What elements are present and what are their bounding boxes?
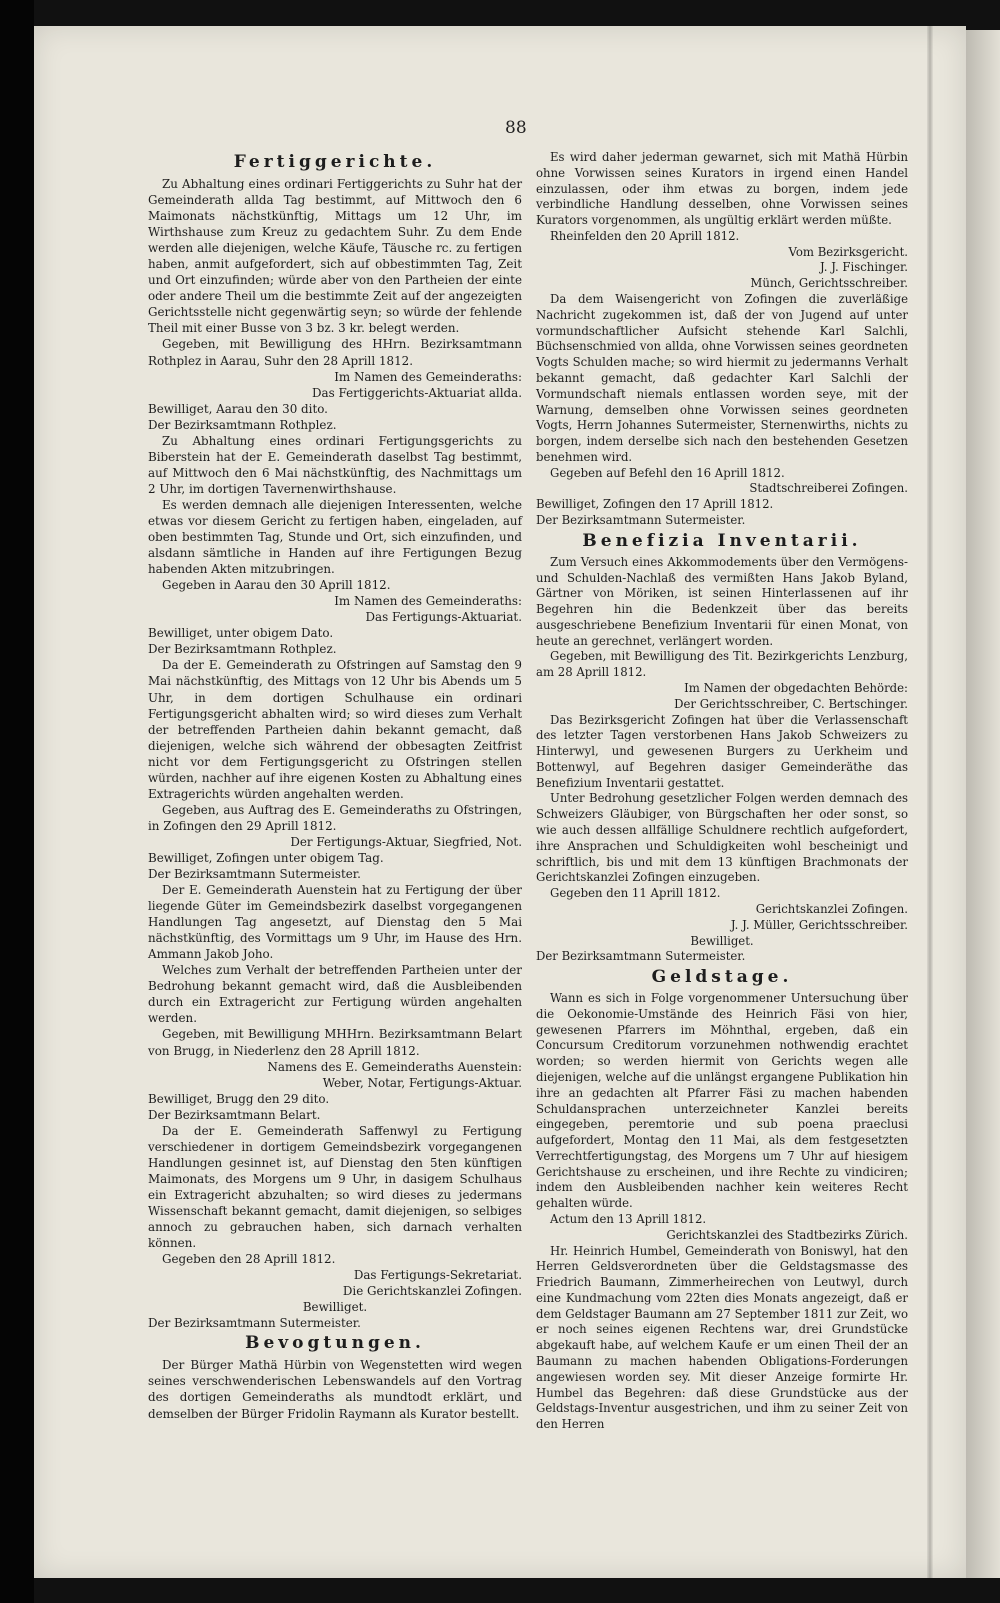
signature-line: Das Fertigungs-Aktuariat. [365,610,522,625]
notice-paragraph: Wann es sich in Folge vorgenommener Untersuchung über die Oekonomie-Umstände des Heinrich Fäsi von hier, gewesenen Pfarrers im Möhnthal, ergeben, daß ein Concursum Creditorum vorzunehmen nothwendig erachtet worden; so werden hiermit von Gerichts wegen alle diejenigen, welche auf die unlängst ergangene Publikation hin ihre an gedachten alt Pfarrer Fäsi zu machen habenden Schuldansprachen unterzeichneter Kanzlei bereits eingegeben, peremtorie und sub poena praeclusi aufgefordert, Montag den 11 Mai, als dem festgesetzten Verrechtfertigungstag, des Morgens um 7 Uhr auf hiesigem Gerichtshause zu erscheinen, und ihre Rechte zu vindiciren; indem den Ausbleibenden nachher kein weiteres Recht gehalten würde. [536,991,908,1211]
notice-paragraph: Es wird daher jederman gewarnet, sich mit Mathä Hürbin ohne Vorwissen seines Kurators in irgend einen Handel einzulassen, oder ihm etwas zu borgen, indem jede verbindliche Handlung desselben, ohne Vorwissen seines Kurators vorgenommen, als ungültig erklärt werden müßte. [536,150,908,228]
approval-line: Der Bezirksamtmann Sutermeister. [536,512,746,527]
notice-paragraph: Gegeben in Aarau den 30 Aprill 1812. [162,578,391,593]
approval-line: Bewilliget, Zofingen unter obigem Tag. [148,850,384,865]
signature-line: J. J. Müller, Gerichtsschreiber. [730,917,908,932]
approval-line: Bewilliget, Brugg den 29 dito. [148,1091,330,1106]
signature-line: Das Fertiggerichts-Aktuariat allda. [312,385,522,400]
signature-line: Vom Bezirksgericht. [788,244,908,259]
notice-paragraph: Gegeben den 28 Aprill 1812. [162,1252,336,1267]
signature-line: Das Fertigungs-Sekretariat. [353,1268,522,1283]
signature-line: Weber, Notar, Fertigungs-Aktuar. [322,1075,522,1090]
signature-line: Gerichtskanzlei Zofingen. [755,901,908,916]
approval-line: Bewilliget. [302,1300,368,1315]
notice-paragraph: Hr. Heinrich Humbel, Gemeinderath von Boniswyl, hat den Herren Geldsverordneten über die Geldstagsmasse des Friedrich Baumann, Zimmerheirechen von Leutwyl, durch eine Kundmachung vom 22ten dies Monats angezeigt, daß er dem Geldstager Baumann am 27 September 1811 zur Zeit, wo er noch seines eigenen Rechtens war, drei Grundstücke abgekauft habe, auf welchem Kaufe er um einen Theil der an Baumann zu machen habenden Obligations-Forderungen angewiesen worden sey. Mit dieser Anzeige formirte Hr. Humbel das Begehren: daß diese Grundstücke aus der Geldstags-Inventur ausgestrichen, und ihm zu seiner Zeit von den Herren [536,1243,908,1432]
section-heading: Benefizia Inventarii. [582,530,862,551]
notice-paragraph: Da der E. Gemeinderath Saffenwyl zu Fertigung verschiedener in dortigem Gemeindsbezirk vorgegangenen Handlungen gesinnet ist, auf Dienstag den 5ten künftigen Maimonats, des Morgens um 9 Uhr, in dasigem Schulhaus ein Extragericht abzuhalten; so wird dieses zu jedermans Wissenschaft bekannt gemacht, damit diejenigen, so selbiges annoch zu gebrauchen haben, sich darnach verhalten können. [148,1123,522,1251]
section-heading: Bevogtungen. [245,1333,425,1354]
notice-paragraph: Zu Abhaltung eines ordinari Fertiggerichts zu Suhr hat der Gemeinderath allda Tag bestimmt, auf Mittwoch den 6 Maimonats nächstkünftig, Mittags um 12 Uhr, im Wirthshause zum Kreuz zu gedachtem Suhr. Zu dem Ende werden alle diejenigen, welche Käufe, Täusche rc. zu fertigen haben, anmit aufgefordert, sich auf obbestimmten Tag, Zeit und Ort einzufinden; würde aber von den Partheien der einte oder andere Theil um die bestimmte Zeit auf der angezeigten Gerichtsstelle nicht gegenwärtig seyn; so würde der fehlende Theil mit einer Busse von 3 bz. 3 kr. belegt werden. [148,177,522,336]
approval-line: Der Bezirksamtmann Belart. [148,1107,321,1122]
next-page-edge [966,30,1000,1578]
signature-line: Gerichtskanzlei des Stadtbezirks Zürich. [666,1227,908,1242]
notice-paragraph: Zu Abhaltung eines ordinari Fertigungsgerichts zu Biberstein hat der E. Gemeinderath daselbst Tag bestimmt, auf Mittwoch den 6 Mai nächstkünftig, des Nachmittags um 2 Uhr, im dortigen Tavernenwirthshause. [148,433,522,496]
right-column [536,150,908,1433]
notice-paragraph: Gegeben den 11 Aprill 1812. [550,886,721,901]
approval-line: Bewilliget, unter obigem Dato. [148,626,334,641]
approval-line: Der Bezirksamtmann Rothplez. [148,417,337,432]
notice-paragraph: Der E. Gemeinderath Auenstein hat zu Fertigung der über liegende Güter im Gemeindsbezirk daselbst vorgegangenen Handlungen Tag angesetzt, auf Dienstag den 5 Mai nächstkünftig, des Vormittags um 9 Uhr, im Hause des Hrn. Ammann Jakob Joho. [148,883,522,962]
notice-paragraph: Gegeben, mit Bewilligung des HHrn. Bezirksamtmann Rothplez in Aarau, Suhr den 28 Aprill 1812. [148,337,522,368]
notice-paragraph: Rheinfelden den 20 Aprill 1812. [550,228,740,243]
signature-line: J. J. Fischinger. [819,260,908,275]
approval-line: Bewilliget, Zofingen den 17 Aprill 1812. [536,497,774,512]
approval-line: Bewilliget. [690,933,754,948]
notice-paragraph: Das Bezirksgericht Zofingen hat über die Verlassenschaft des letzter Tagen verstorbenen Hans Jakob Schweizers zu Hinterwyl, und gewesenen Burgers zu Uerkheim und Bottenwyl, auf Begehren dasiger Gemeinderäthe das Benefizium Inventarii gestattet. [536,712,908,790]
notice-paragraph: Actum den 13 Aprill 1812. [550,1212,707,1226]
notice-paragraph: Da dem Waisengericht von Zofingen die zuverläßige Nachricht zugekommen ist, daß der von Jugend auf unter vormundschaftlicher Aufsicht stehende Karl Salchli, Büchsenschmied von allda, ohne Vorwissen seines geordneten Vogts Schulden mache; so wird hiermit zu jedermanns Verhalt bekannt gemacht, daß gedachter Karl Salchli der Vormundschaft niemals entlassen worden seye, mit der Warnung, demselben ohne Vorwissen seines geordneten Vogts, Herrn Johannes Sutermeister, Sternenwirths, nichts zu borgen, indem derselbe sich nach den bestehenden Gesetzen benehmen wird. [536,292,908,464]
approval-line: Bewilliget, Aarau den 30 dito. [148,401,328,416]
approval-line: Der Bezirksamtmann Sutermeister. [148,867,361,882]
notice-paragraph: Es werden demnach alle diejenigen Interessenten, welche etwas vor diesem Gericht zu fertigen haben, eingeladen, auf oben bestimmten Tag, Stunde und Ort, sich einzufinden, und alsdann sämtliche in Handen auf ihre Fertigungen Bezug habenden Akten mitzubringen. [148,497,522,577]
notice-paragraph: Gegeben, mit Bewilligung MHHrn. Bezirksamtmann Belart von Brugg, in Niederlenz den 28 Aprill 1812. [148,1027,522,1058]
signature-line: Die Gerichtskanzlei Zofingen. [342,1284,522,1299]
notice-paragraph: Zum Versuch eines Akkommodements über den Vermögens- und Schulden-Nachlaß des vermißten Hans Jakob Byland, Gärtner von Möriken, ist seinen Hinterlassenen auf ihr Begehren hin die Bedenkzeit über das bereits ausgeschriebene Benefizium Inventarii für einen Monat, von heute an gerechnet, verlängert worden. [536,554,908,648]
approval-line: Der Bezirksamtmann Sutermeister. [148,1316,361,1331]
section-heading: Fertiggerichte. [233,152,437,172]
section-heading: Geldstage. [651,967,793,988]
notice-paragraph: Welches zum Verhalt der betreffenden Partheien unter der Bedrohung bekannt gemacht wird, daß die Ausbleibenden durch ein Extragericht zur Fertigung würden angehalten werden. [148,963,522,1026]
approval-line: Der Bezirksamtmann Sutermeister. [536,949,746,964]
scan-background-left [0,0,34,1603]
page-number: 88 [505,118,527,138]
signature-line: Im Namen des Gemeinderaths: [334,594,522,609]
signature-line: Münch, Gerichtsschreiber. [750,276,908,291]
notice-paragraph: Der Bürger Mathä Hürbin von Wegenstetten wird wegen seines verschwenderischen Lebenswandels auf den Vortrag des dortigen Gemeinderaths als mundtodt erklärt, und demselben der Bürger Fridolin Raymann als Kurator bestellt. [148,1358,522,1421]
notice-paragraph: Da der E. Gemeinderath zu Ofstringen auf Samstag den 9 Mai nächstkünftig, des Mittags von 12 Uhr bis Abends um 5 Uhr, in dem dortigen Schulhause ein ordinari Fertigungsgericht abhalten wird; so wird dieses zum Verhalt der betreffenden Partheien dahin bekannt gemacht, daß diejenigen, welche sich während der obbesagten Zeitfrist nicht vor dem Fertigungsgericht zu Ofstringen stellen würden, nachher auf ihre eigenen Kosten zu Abhaltung eines Extragerichts würden angehalten werden. [148,658,522,801]
notice-paragraph: Gegeben, mit Bewilligung des Tit. Bezirkgerichts Lenzburg, am 28 Aprill 1812. [536,649,908,680]
left-column [148,150,522,1422]
signature-line: Im Namen des Gemeinderaths: [334,369,522,384]
signature-line: Stadtschreiberei Zofingen. [749,481,908,496]
notice-paragraph: Gegeben auf Befehl den 16 Aprill 1812. [550,465,785,480]
signature-line: Der Fertigungs-Aktuar, Siegfried, Not. [290,834,522,849]
signature-line: Im Namen der obgedachten Behörde: [684,681,908,695]
page-fold-shadow [927,26,933,1578]
notice-paragraph: Gegeben, aus Auftrag des E. Gemeinderaths zu Ofstringen, in Zofingen den 29 Aprill 1812. [148,802,522,833]
approval-line: Der Bezirksamtmann Rothplez. [148,642,337,657]
notice-paragraph: Unter Bedrohung gesetzlicher Folgen werden demnach des Schweizers Gläubiger, von Bürgschaften her oder sonst, so wie auch dessen allfällige Schuldnere rechtlich aufgefordert, ihre Ansprachen und Schuldigkeiten wohl bescheinigt und schriftlich, bis und mit dem 13 künftigen Brachmonats der Gerichtskanzlei Zofingen einzugeben. [536,791,908,885]
signature-line: Namens des E. Gemeinderaths Auenstein: [267,1059,522,1074]
signature-line: Der Gerichtsschreiber, C. Bertschinger. [674,696,908,711]
